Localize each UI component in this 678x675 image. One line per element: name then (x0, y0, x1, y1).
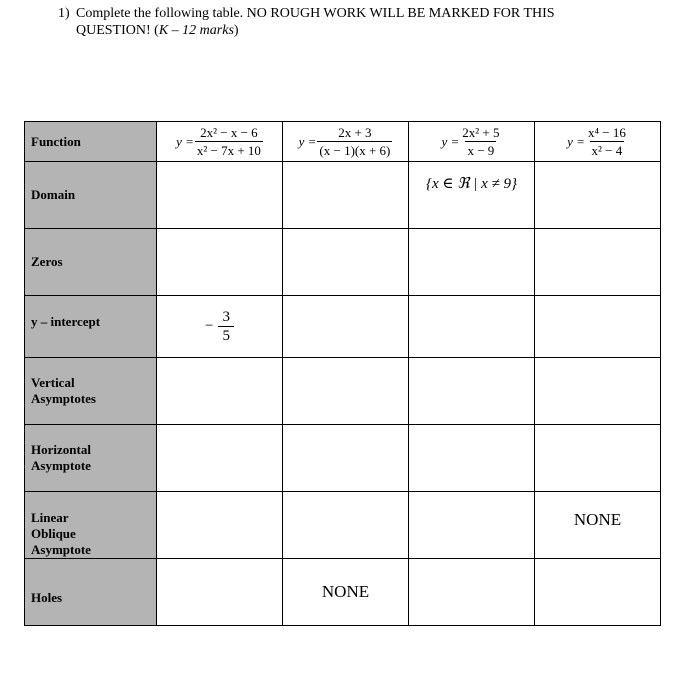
label-domain: Domain (25, 162, 157, 229)
y-intercept-1-given: − $\frac{3}{5}$ (157, 296, 283, 358)
question-line-2: QUESTION! (K – 12 marks) (76, 23, 239, 38)
answer-cell-va-1[interactable] (157, 358, 283, 425)
question-line-1: Complete the following table. NO ROUGH WORK WILL BE MARKED FOR THIS (76, 6, 555, 21)
function-3: y = $\frac{\text{2x² + 5}}{x - 9}$ (409, 122, 535, 162)
row-holes (25, 559, 661, 626)
answer-cell-oa-1[interactable] (157, 492, 283, 559)
answer-cell-ha-1[interactable] (157, 425, 283, 492)
answer-cell-domain-1[interactable] (157, 162, 283, 229)
question-prompt (58, 5, 658, 39)
row-function (25, 122, 661, 162)
label-y-intercept: y – intercept (25, 296, 157, 358)
answer-cell-ha-4[interactable] (535, 425, 661, 492)
answer-cell-va-3[interactable] (409, 358, 535, 425)
answer-cell-holes-1[interactable] (157, 559, 283, 626)
answer-cell-zeros-3[interactable] (409, 229, 535, 296)
row-y-intercept (25, 296, 661, 358)
answer-cell-va-2[interactable] (283, 358, 409, 425)
answer-cell-y-intercept-4[interactable] (535, 296, 661, 358)
answer-cell-oa-2[interactable] (283, 492, 409, 559)
answer-cell-domain-4[interactable] (535, 162, 661, 229)
answer-cell-zeros-4[interactable] (535, 229, 661, 296)
answer-cell-holes-3[interactable] (409, 559, 535, 626)
answer-cell-holes-4[interactable] (535, 559, 661, 626)
label-holes: Holes (25, 559, 157, 626)
function-2: y = $\frac{2x + 3}{(x - 1)(x + 6)}$ (283, 122, 409, 162)
label-oblique-asymptote: Linear Oblique Asymptote (25, 492, 157, 559)
question-number: 1) (58, 6, 70, 21)
function-analysis-table (24, 121, 661, 626)
holes-2-given: NONE (283, 559, 409, 626)
function-4: y = $\frac{\text{x⁴ − 16}}{\text{x² − 4}}$ (535, 122, 661, 162)
row-zeros (25, 229, 661, 296)
answer-cell-va-4[interactable] (535, 358, 661, 425)
answer-cell-ha-3[interactable] (409, 425, 535, 492)
answer-cell-zeros-2[interactable] (283, 229, 409, 296)
label-horizontal-asymptote: Horizontal Asymptote (25, 425, 157, 492)
label-vertical-asymptotes: Vertical Asymptotes (25, 358, 157, 425)
function-1: y = $\frac{\text{2x² − x − 6}}{\text{x² − 7x + 10}}$ (157, 122, 283, 162)
oblique-4-given: NONE (535, 492, 661, 559)
row-horizontal-asymptote (25, 425, 661, 492)
answer-cell-zeros-1[interactable] (157, 229, 283, 296)
answer-cell-domain-2[interactable] (283, 162, 409, 229)
row-vertical-asymptotes (25, 358, 661, 425)
row-domain (25, 162, 661, 229)
domain-3-given: {x ∈ ℜ | x ≠ 9} (409, 162, 535, 229)
answer-cell-y-intercept-3[interactable] (409, 296, 535, 358)
marks-label: K – 12 marks (158, 23, 234, 38)
label-zeros: Zeros (25, 229, 157, 296)
label-function: Function (25, 122, 157, 162)
row-oblique-asymptote (25, 492, 661, 559)
answer-cell-oa-3[interactable] (409, 492, 535, 559)
answer-cell-ha-2[interactable] (283, 425, 409, 492)
answer-cell-y-intercept-2[interactable] (283, 296, 409, 358)
